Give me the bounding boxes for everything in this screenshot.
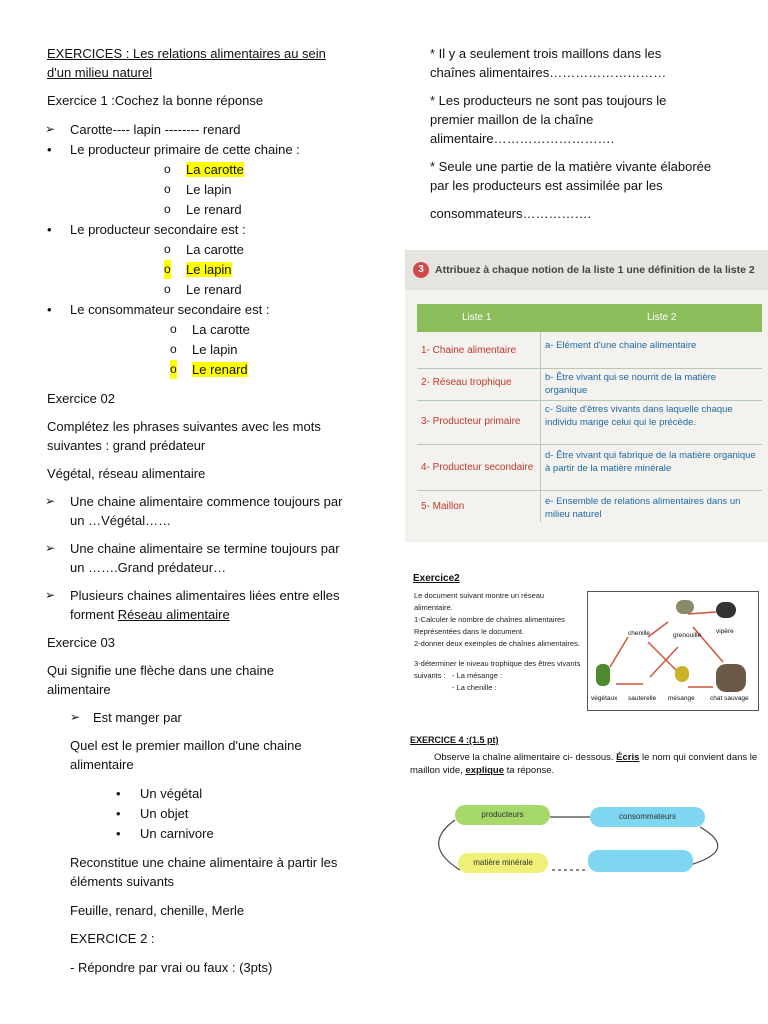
ex03-elements: Feuille, renard, chenille, Merle — [70, 903, 245, 918]
food-web-line: 1-Calculer le nombre de chaînes alimentaires — [414, 615, 565, 624]
ex02-sentence-text: Une chaine alimentaire se termine toujours par un …….Grand prédateur… — [70, 541, 340, 575]
plant-icon — [596, 664, 610, 686]
q3-options — [47, 320, 367, 379]
tf-statement: consommateurs……………. — [430, 206, 592, 221]
food-web-line: Le document suivant montre un réseau alimentaire. — [414, 591, 545, 612]
q1-option-label: Le lapin — [186, 182, 232, 197]
arrow-bullet-icon: ➢ — [45, 588, 56, 602]
ex02-intro: Complétez les phrases suivantes avec les mots suivantes : grand prédateur — [47, 419, 321, 453]
ex03-q2: Quel est le premier maillon d'une chaine alimentaire — [70, 738, 302, 772]
arrow-bullet-icon: ➢ — [70, 710, 81, 724]
tf-statement: * Seule une partie de la matière vivante élaborée par les producteurs est assimilée par les — [430, 159, 712, 193]
q3-option-label: La carotte — [192, 322, 250, 337]
right-column — [430, 44, 750, 223]
exercise4-image — [410, 735, 768, 885]
q1-option-label: Le renard — [186, 202, 242, 217]
q1-option[interactable] — [164, 200, 367, 219]
bullet-icon: • — [116, 786, 121, 801]
table-cell-notion: 2- Réseau trophique — [421, 377, 512, 388]
ex03-option-label: Un carnivore — [140, 826, 214, 841]
bullet-icon: • — [116, 826, 121, 841]
q3-option-label: Le lapin — [192, 342, 238, 357]
doc-title: EXERCICES : Les relations alimentaires au sein d'un milieu naturel — [47, 46, 326, 80]
node-producteurs: producteurs — [455, 805, 550, 825]
ex02-answer: Réseau alimentaire — [117, 607, 230, 622]
ex03-answer1-text: Est manger par — [93, 710, 182, 725]
q2-option[interactable] — [164, 240, 367, 259]
food-web-line: - La chenille : — [452, 683, 497, 692]
ex03-option-label: Un objet — [140, 806, 189, 821]
q1 — [47, 140, 367, 159]
node-empty-maillon[interactable] — [588, 850, 693, 872]
ex03-option[interactable] — [116, 804, 367, 823]
tf-statement: * Il y a seulement trois maillons dans les chaînes alimentaires……………………… — [430, 46, 667, 80]
bullet-icon: • — [116, 806, 121, 821]
q2-options — [47, 240, 367, 299]
label-mesange: mésange — [668, 695, 695, 702]
arrow-bullet-icon: ➢ — [45, 122, 56, 136]
label-vegetaux: végétaux — [591, 695, 618, 702]
q3-option-label: Le renard — [192, 362, 248, 377]
chain-line — [47, 120, 367, 139]
table-row — [417, 336, 762, 369]
food-web-title: Exercice2 — [413, 573, 460, 584]
table-header-row — [417, 304, 762, 332]
table-row — [417, 492, 762, 524]
circle-bullet-icon: o — [164, 182, 171, 196]
ex4-instr-part: ta réponse. — [504, 765, 555, 776]
chain-line-text: Carotte---- lapin -------- renard — [70, 122, 241, 137]
bullet-icon: • — [47, 142, 52, 157]
food-web-q3-row — [414, 670, 584, 682]
ex02-sentence — [47, 586, 365, 624]
q3-option[interactable] — [170, 340, 367, 359]
ex4-instr-emphasis: Écris — [616, 752, 640, 763]
table-row — [417, 400, 762, 445]
ex02-words: Végétal, réseau alimentaire — [47, 466, 206, 481]
q1-text: Le producteur primaire de cette chaine : — [70, 142, 300, 157]
ex2-title: EXERCICE 2 : — [70, 931, 155, 946]
left-column — [47, 44, 367, 977]
column-header-list1: Liste 1 — [462, 312, 492, 323]
ex02-sentence-text: Une chaine alimentaire commence toujours par un …Végétal…… — [70, 494, 343, 528]
table-row — [417, 446, 762, 491]
food-web-line: suivants : — [414, 671, 446, 680]
ex4-instr-part: Observe la chaîne alimentaire ci- dessous. — [434, 752, 617, 763]
table-cell-definition: a- Elément d'une chaine alimentaire — [545, 340, 697, 351]
q3-option[interactable] — [170, 360, 367, 379]
wildcat-icon — [716, 664, 746, 692]
label-sauterelle: sauterelle — [628, 695, 657, 702]
ex03-q3: Reconstitue une chaine alimentaire à partir les éléments suivants — [70, 855, 338, 889]
circle-bullet-icon: o — [170, 322, 177, 336]
ex03-q1: Qui signifie une flèche dans une chaine alimentaire — [47, 663, 274, 697]
bullet-icon: • — [47, 222, 52, 237]
circle-bullet-icon: o — [164, 260, 171, 279]
arrow-bullet-icon: ➢ — [45, 541, 56, 555]
ex1-title: Exercice 1 :Cochez la bonne réponse — [47, 93, 264, 108]
q2-option-label: La carotte — [186, 242, 244, 257]
definitions-table-image — [405, 250, 768, 542]
q2-option-label: Le lapin — [186, 262, 232, 277]
food-web-diagram — [587, 591, 759, 711]
table-cell-notion: 3- Producteur primaire — [421, 416, 521, 427]
table-cell-definition: c- Suite d'êtres vivants dans laquelle chaque individu mange celui qui le précède. — [545, 404, 733, 428]
q1-options — [47, 160, 367, 219]
table-heading: Attribuez à chaque notion de la liste 1 une définition de la liste 2 — [435, 264, 755, 276]
ex02-sentence — [47, 492, 355, 530]
food-web-questions — [414, 590, 584, 694]
ex03-option-label: Un végétal — [140, 786, 203, 801]
label-chat-sauvage: chat sauvage — [710, 695, 749, 702]
bird-icon — [675, 666, 689, 682]
node-consommateurs: consommateurs — [590, 807, 705, 827]
ex02-sentence — [47, 539, 355, 577]
ex03-option[interactable] — [116, 784, 367, 803]
ex02-title: Exercice 02 — [47, 391, 115, 406]
arrow-bullet-icon: ➢ — [45, 494, 56, 508]
food-web-line: 2-donner deux exemples de chaînes alimentaires. — [414, 639, 580, 648]
q2-text: Le producteur secondaire est : — [70, 222, 246, 237]
table-cell-notion: 1- Chaine alimentaire — [421, 345, 517, 356]
circle-bullet-icon: o — [170, 360, 177, 379]
ex2-question: - Répondre par vrai ou faux : (3pts) — [70, 960, 273, 975]
q1-option-label: La carotte — [186, 162, 244, 177]
food-web-line: Représentées dans le document. — [414, 627, 525, 636]
q3 — [47, 300, 367, 319]
ex03-title: Exercice 03 — [47, 635, 115, 650]
exercise-number-badge: 3 — [413, 262, 429, 278]
label-chenille: chenille — [628, 630, 651, 637]
circle-bullet-icon: o — [164, 242, 171, 256]
ex4-instruction — [410, 751, 765, 777]
table-row — [417, 368, 762, 401]
q1-option[interactable] — [164, 160, 367, 179]
q2-option-label: Le renard — [186, 282, 242, 297]
ex4-instr-emphasis: explique — [465, 765, 504, 776]
food-web-line: - La mésange : — [452, 671, 503, 680]
snake-icon — [716, 602, 736, 618]
q2-option[interactable] — [164, 260, 367, 279]
q1-option[interactable] — [164, 180, 367, 199]
food-web-line: 3-déterminer le niveau trophique des êtres vivants — [414, 659, 581, 668]
ex03-option[interactable] — [116, 824, 367, 843]
label-vipere: vipère — [716, 628, 734, 635]
ex4-instr-part: le nom qui convient dans le maillon vide, — [410, 752, 758, 776]
bullet-icon: • — [47, 302, 52, 317]
food-web-image — [410, 570, 768, 712]
table-cell-definition: e- Ensemble de relations alimentaires dans un milieu naturel — [545, 496, 741, 520]
label-grenouille: grenouille — [673, 632, 702, 639]
ex03-answer1 — [47, 708, 367, 727]
node-matiere-minerale: matière minérale — [458, 853, 548, 873]
column-header-list2: Liste 2 — [647, 312, 677, 323]
ex02-sentence-text: Plusieurs chaines alimentaires liées entre elles forment — [70, 588, 340, 622]
table-cell-definition: b- Être vivant qui se nourrit de la matière organique — [545, 372, 717, 396]
tf-statement: * Les producteurs ne sont pas toujours le premier maillon de la chaîne alimentaire………………………. — [430, 93, 667, 146]
frog-icon — [676, 600, 694, 614]
q2-option[interactable] — [164, 280, 367, 299]
circle-bullet-icon: o — [170, 342, 177, 356]
table-cell-notion: 5- Maillon — [421, 501, 465, 512]
q3-text: Le consommateur secondaire est : — [70, 302, 270, 317]
circle-bullet-icon: o — [164, 162, 171, 176]
table-cell-notion: 4- Producteur secondaire — [421, 462, 534, 473]
ex03-options — [47, 784, 367, 843]
q3-option[interactable] — [170, 320, 367, 339]
ex4-title: EXERCICE 4 :(1.5 pt) — [410, 735, 499, 745]
circle-bullet-icon: o — [164, 202, 171, 216]
table-cell-definition: d- Être vivant qui fabrique de la matière organique à partir de la matière minérale — [545, 450, 756, 474]
table-heading-bar — [405, 250, 768, 290]
circle-bullet-icon: o — [164, 282, 171, 296]
q2 — [47, 220, 367, 239]
